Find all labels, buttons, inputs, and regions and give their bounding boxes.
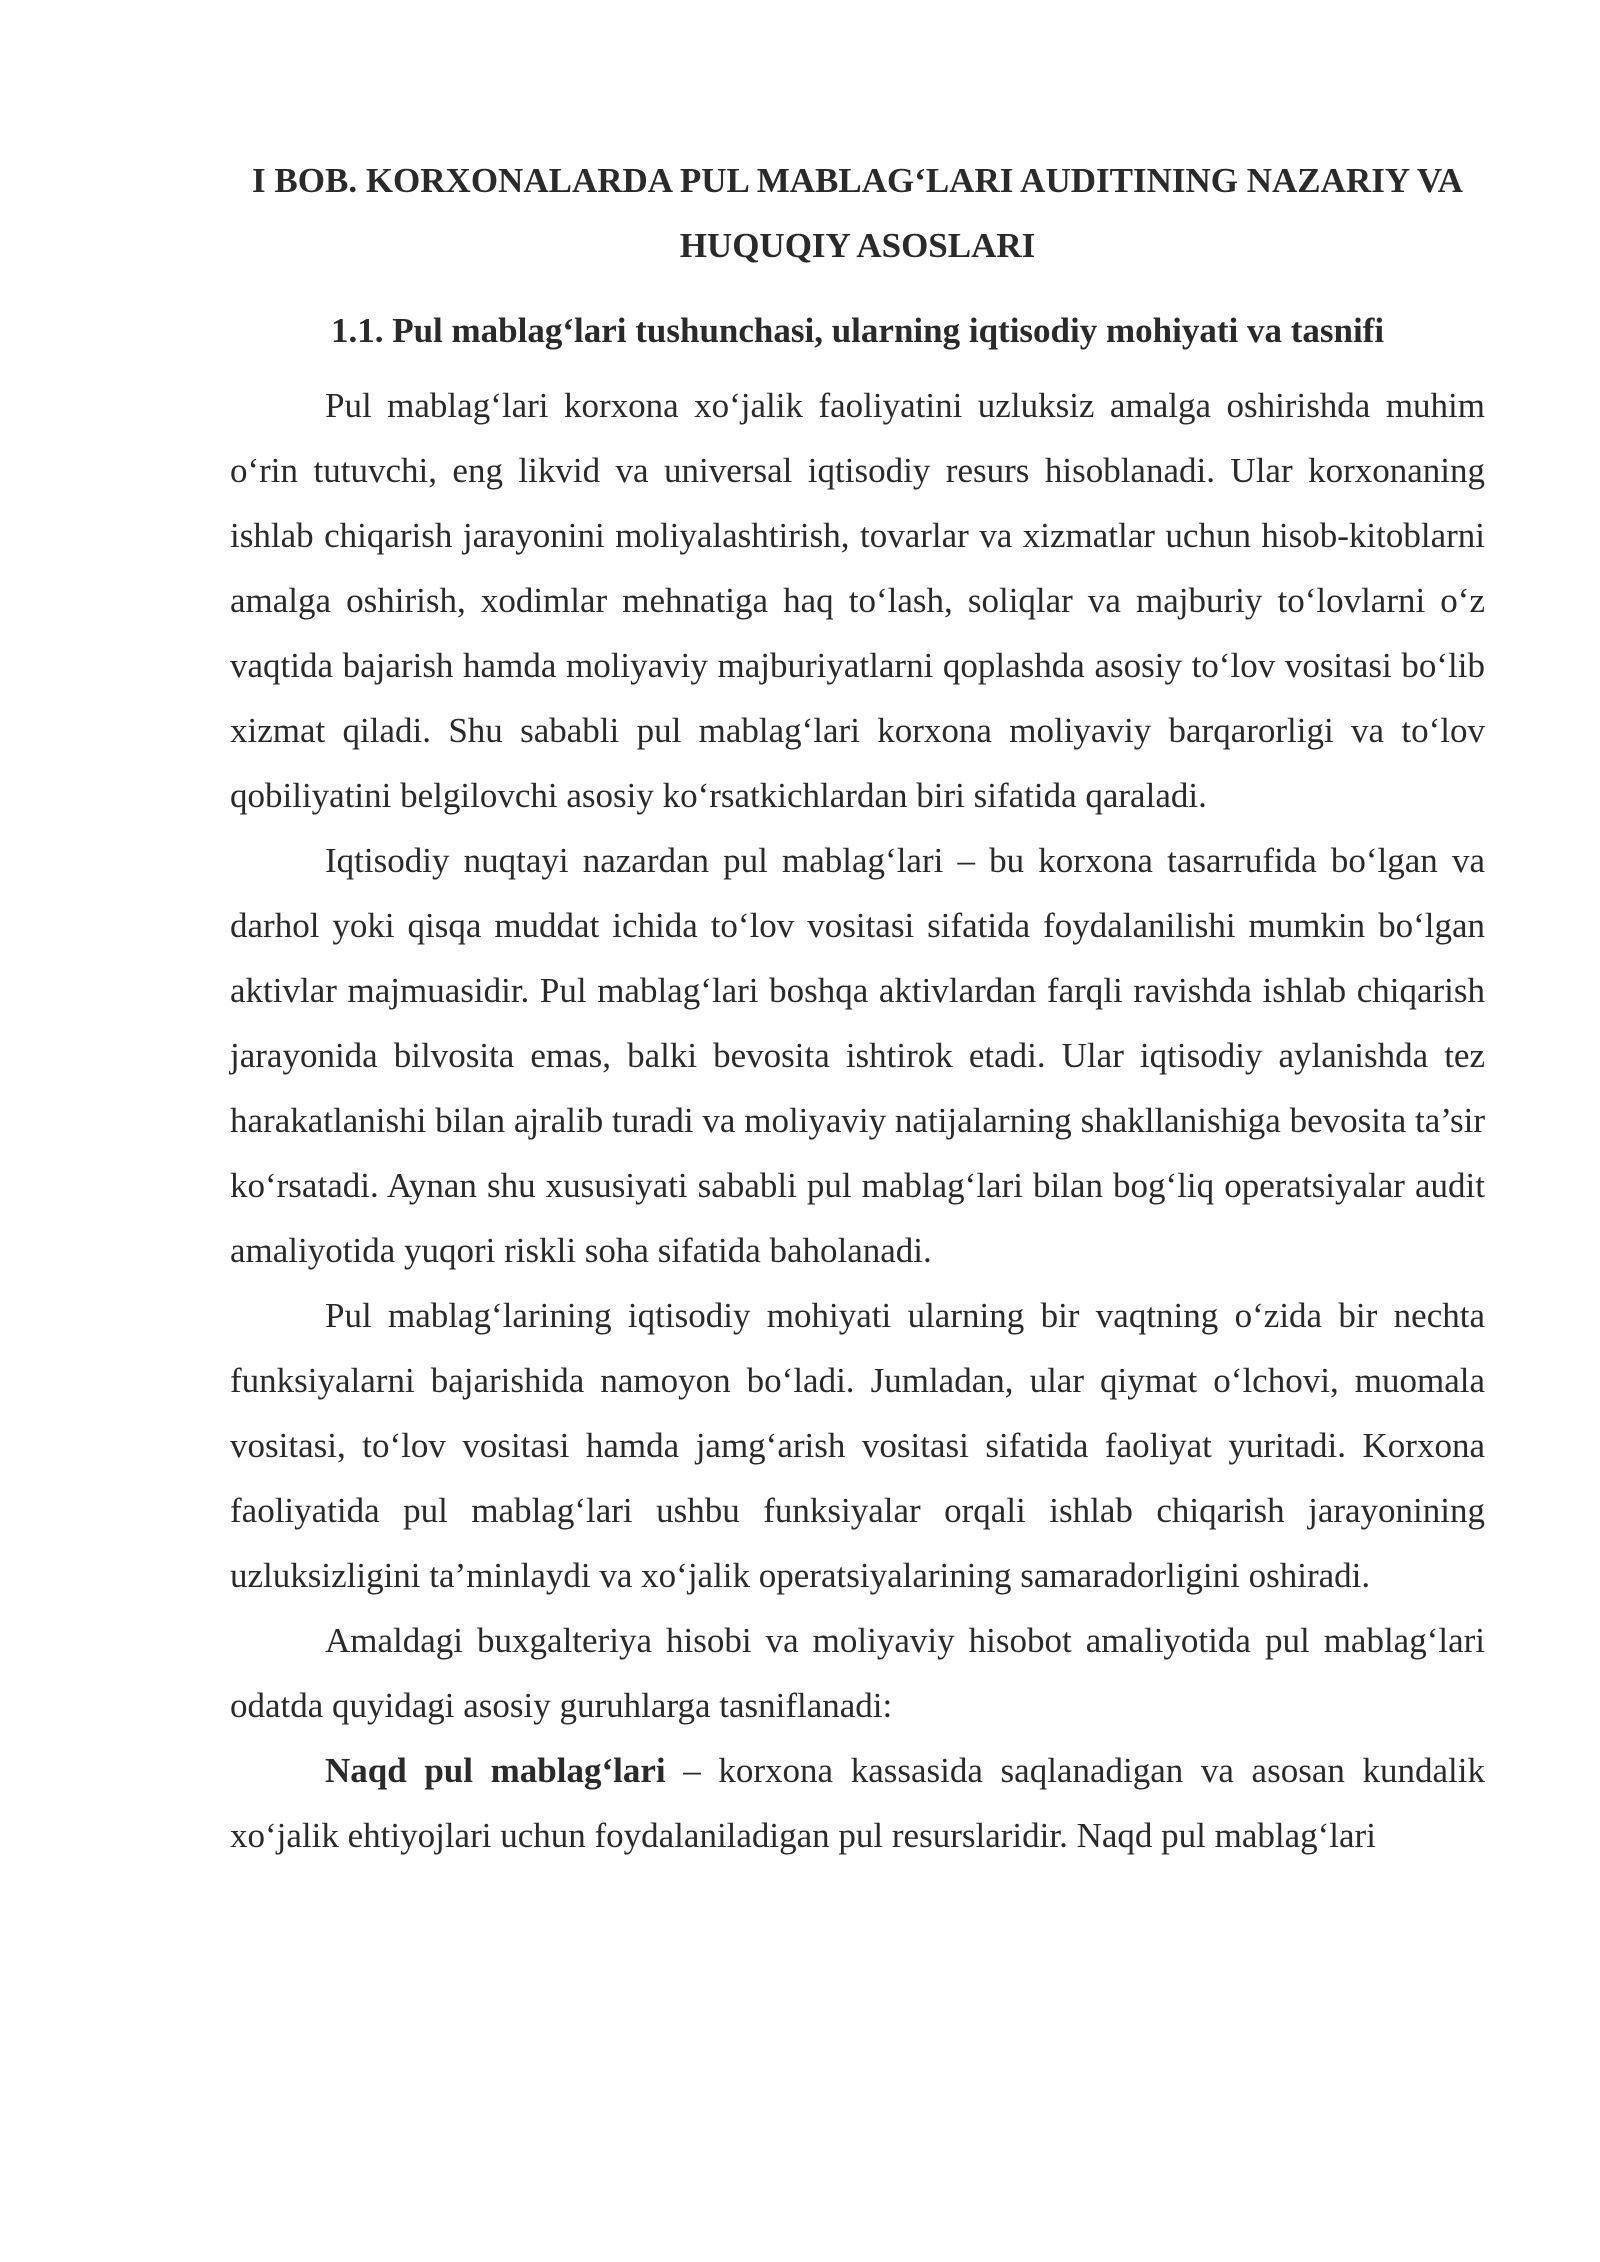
paragraph: Amaldagi buxgalteriya hisobi va moliyaviy hisobot amaliyotida pul mablag‘lari odatda quyidagi asosiy guruhlarga tasniflanadi: — [230, 1621, 1485, 1725]
paragraph: Pul mablag‘larining iqtisodiy mohiyati ularning bir vaqtning o‘zida bir nechta funksiyalarni bajarishida namoyon bo‘ladi. Jumladan, ular qiymat o‘lchovi, muomala vositasi, to‘lov vositasi hamda jamg‘arish vositasi sifatida faoliyat yuritadi. Korxona faoliyatida pul mablag‘lari ushbu funksiyalar orqali ishlab chiqarish jarayonining uzluksizligini ta’minlaydi va xo‘jalik operatsiyalarining samaradorligini oshiradi. — [230, 1296, 1485, 1595]
paragraph-cash-text: – korxona kassasida saqlanadigan va asosan kundalik xo‘jalik ehtiyojlari uchun foydalaniladigan pul resurslaridir. Naqd pul mablag‘lari — [230, 1751, 1485, 1855]
term-cash: Naqd pul mablag‘lari — [325, 1751, 666, 1790]
section-title: 1.1. Pul mablag‘lari tushunchasi, ularning iqtisodiy mohiyati va tasnifi — [330, 311, 1385, 350]
document-page — [230, 148, 1485, 1868]
chapter-title: I BOB. KORXONALARDA PUL MABLAG‘LARI AUDITINING NAZARIY VA HUQUQIY ASOSLARI — [252, 161, 1463, 265]
paragraph: Pul mablag‘lari korxona xo‘jalik faoliyatini uzluksiz amalga oshirishda muhim o‘rin tutuvchi, eng likvid va universal iqtisodiy resurs hisoblanadi. Ular korxonaning ishlab chiqarish jarayonini moliyalashtirish, tovarlar va xizmatlar uchun hisob-kitoblarni amalga oshirish, xodimlar mehnatiga haq to‘lash, soliqlar va majburiy to‘lovlarni o‘z vaqtida bajarish hamda moliyaviy majburiyatlarni qoplashda asosiy to‘lov vositasi bo‘lib xizmat qiladi. Shu sababli pul mablag‘lari korxona moliyaviy barqarorligi va to‘lov qobiliyatini belgilovchi asosiy ko‘rsatkichlardan biri sifatida qaraladi. — [230, 386, 1485, 815]
paragraph: Iqtisodiy nuqtayi nazardan pul mablag‘lari – bu korxona tasarrufida bo‘lgan va darhol yoki qisqa muddat ichida to‘lov vositasi sifatida foydalanilishi mumkin bo‘lgan aktivlar majmuasidir. Pul mablag‘lari boshqa aktivlardan farqli ravishda ishlab chiqarish jarayonida bilvosita emas, balki bevosita ishtirok etadi. Ular iqtisodiy aylanishda tez harakatlanishi bilan ajralib turadi va moliyaviy natijalarning shakllanishiga bevosita ta’sir ko‘rsatadi. Aynan shu xususiyati sababli pul mablag‘lari bilan bog‘liq operatsiyalar audit amaliyotida yuqori riskli soha sifatida baholanadi. — [230, 841, 1485, 1270]
paragraph-cash — [230, 1738, 1485, 1868]
